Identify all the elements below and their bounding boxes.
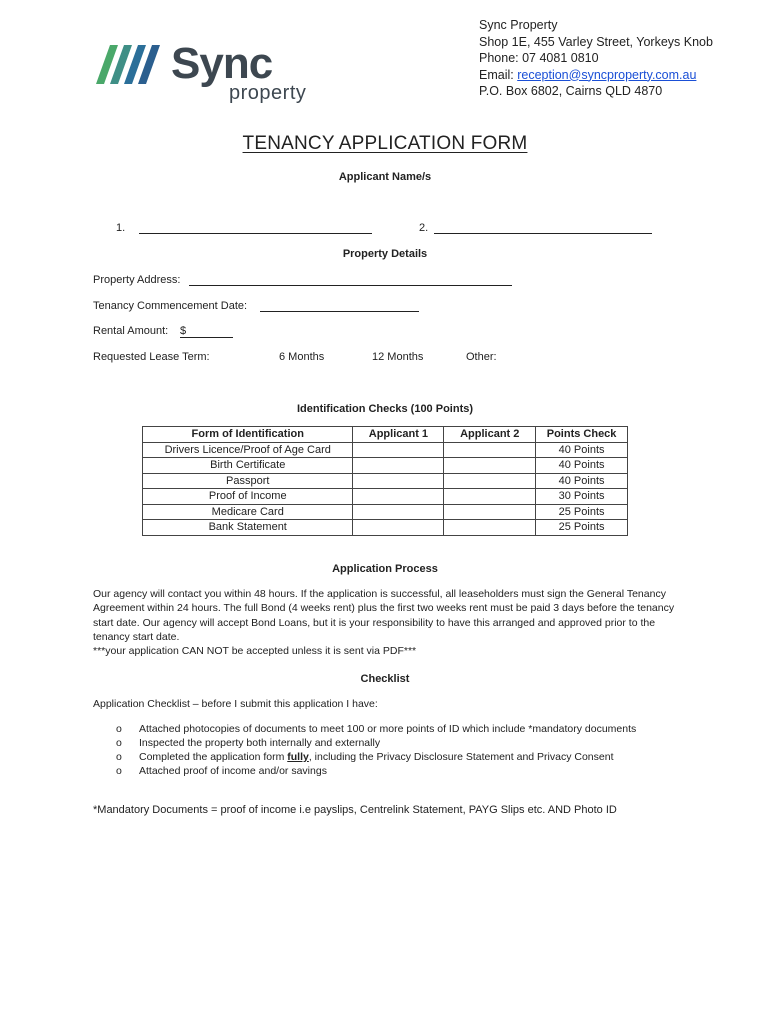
company-address: Shop 1E, 455 Varley Street, Yorkeys Knob bbox=[479, 34, 713, 49]
column-header: Points Check bbox=[536, 427, 628, 443]
table-row bbox=[143, 489, 628, 505]
applicant-names-heading: Applicant Name/s bbox=[338, 171, 432, 183]
checklist-item-form[interactable] bbox=[139, 751, 614, 763]
id-form-cell: Bank Statement bbox=[143, 520, 353, 536]
checklist-bullet: o bbox=[116, 723, 122, 735]
commencement-date-label: Tenancy Commencement Date: bbox=[93, 300, 248, 312]
commencement-date-field[interactable] bbox=[260, 311, 419, 312]
company-name: Sync Property bbox=[479, 18, 558, 32]
applicant-2-name-field[interactable] bbox=[434, 233, 652, 234]
logo-brand-text: Sync bbox=[171, 39, 273, 88]
table-row bbox=[143, 473, 628, 489]
id-form-cell: Birth Certificate bbox=[143, 458, 353, 474]
table-row bbox=[143, 504, 628, 520]
lease-option-12-months[interactable]: 12 Months bbox=[372, 351, 424, 363]
form-item-emphasis: fully bbox=[287, 751, 309, 763]
column-header: Applicant 2 bbox=[444, 427, 536, 443]
points-cell: 40 Points bbox=[536, 458, 628, 474]
applicant-1-check-cell[interactable] bbox=[353, 473, 444, 489]
applicant-1-check-cell[interactable] bbox=[353, 504, 444, 520]
page-title-text: TENANCY APPLICATION FORM bbox=[242, 133, 528, 154]
checklist-item-income[interactable]: Attached proof of income and/or savings bbox=[139, 765, 327, 777]
checklist-intro: Application Checklist – before I submit this application I have: bbox=[93, 698, 378, 710]
id-form-cell: Drivers Licence/Proof of Age Card bbox=[143, 442, 353, 458]
column-header: Form of Identification bbox=[143, 427, 353, 443]
applicant-1-check-cell[interactable] bbox=[353, 520, 444, 536]
applicant-2-check-cell[interactable] bbox=[444, 442, 536, 458]
company-phone: Phone: 07 4081 0810 bbox=[479, 51, 599, 65]
id-form-cell: Medicare Card bbox=[143, 504, 353, 520]
process-line: Our agency will contact you within 48 hours. If the application is successful, all leaseholders must sign the General Tenancy bbox=[93, 588, 666, 600]
applicant-1-check-cell[interactable] bbox=[353, 442, 444, 458]
lease-option-6-months[interactable]: 6 Months bbox=[279, 351, 325, 363]
points-cell: 30 Points bbox=[536, 489, 628, 505]
checklist-item-documents[interactable]: Attached photocopies of documents to meet 100 or more points of ID which include *mandatory documents bbox=[139, 723, 637, 735]
rental-amount-currency: $ bbox=[180, 325, 187, 337]
applicant-2-check-cell[interactable] bbox=[444, 504, 536, 520]
id-form-cell: Passport bbox=[143, 473, 353, 489]
table-row bbox=[143, 458, 628, 474]
application-process-text bbox=[93, 587, 723, 658]
points-cell: 25 Points bbox=[536, 504, 628, 520]
applicant-1-number: 1. bbox=[116, 222, 126, 234]
checklist-bullet: o bbox=[116, 751, 122, 763]
process-pdf-warning: ***your application CAN NOT be accepted unless it is sent via PDF*** bbox=[93, 645, 417, 658]
points-cell: 25 Points bbox=[536, 520, 628, 536]
email-label: Email: bbox=[479, 67, 518, 82]
rental-amount-field[interactable] bbox=[180, 337, 233, 338]
checklist-bullet: o bbox=[116, 765, 122, 777]
property-details-heading: Property Details bbox=[342, 248, 428, 260]
rental-amount-label: Rental Amount: bbox=[93, 325, 169, 337]
application-process-heading: Application Process bbox=[332, 563, 438, 575]
page-title bbox=[0, 133, 770, 155]
lease-term-label: Requested Lease Term: bbox=[93, 351, 210, 363]
table-header-row bbox=[143, 427, 628, 443]
lease-option-other[interactable]: Other: bbox=[466, 351, 497, 363]
applicant-2-number: 2. bbox=[419, 222, 429, 234]
table-row bbox=[143, 442, 628, 458]
column-header: Applicant 1 bbox=[353, 427, 444, 443]
sync-property-logo bbox=[96, 40, 326, 110]
points-cell: 40 Points bbox=[536, 442, 628, 458]
applicant-2-check-cell[interactable] bbox=[444, 520, 536, 536]
checklist-heading: Checklist bbox=[360, 673, 410, 685]
applicant-1-name-field[interactable] bbox=[139, 233, 372, 234]
contact-block bbox=[479, 17, 713, 100]
checklist-bullet: o bbox=[116, 737, 122, 749]
logo-sub-text: property bbox=[229, 82, 307, 104]
process-line: tenancy start date. bbox=[93, 630, 180, 643]
applicant-2-check-cell[interactable] bbox=[444, 458, 536, 474]
mandatory-documents-note: *Mandatory Documents = proof of income i.e payslips, Centrelink Statement, PAYG Slips etc. AND Photo ID bbox=[93, 804, 617, 816]
company-po-box: P.O. Box 6802, Cairns QLD 4870 bbox=[479, 84, 663, 98]
process-line: start date. Our agency will accept Bond Loans, but it is your responsibility to have this arranged and approved prior to the bbox=[93, 616, 656, 629]
identification-table bbox=[142, 426, 628, 536]
table-row bbox=[143, 520, 628, 536]
id-form-cell: Proof of Income bbox=[143, 489, 353, 505]
form-item-after: , including the Privacy Disclosure Statement and Privacy Consent bbox=[308, 751, 614, 763]
applicant-2-check-cell[interactable] bbox=[444, 473, 536, 489]
identification-heading: Identification Checks (100 Points) bbox=[296, 403, 474, 415]
applicant-1-check-cell[interactable] bbox=[353, 458, 444, 474]
applicant-2-check-cell[interactable] bbox=[444, 489, 536, 505]
process-line: Agreement within 24 hours. The full Bond (4 weeks rent) plus the first two weeks rent must be paid 3 days before the tenancy bbox=[93, 602, 675, 615]
points-cell: 40 Points bbox=[536, 473, 628, 489]
email-link[interactable]: reception@syncproperty.com.au bbox=[517, 67, 697, 82]
company-email-row bbox=[479, 67, 713, 84]
property-address-field[interactable] bbox=[189, 285, 512, 286]
property-address-label: Property Address: bbox=[93, 274, 181, 286]
form-item-before: Completed the application form bbox=[139, 751, 288, 763]
applicant-1-check-cell[interactable] bbox=[353, 489, 444, 505]
checklist-item-inspection[interactable]: Inspected the property both internally and externally bbox=[139, 737, 381, 749]
